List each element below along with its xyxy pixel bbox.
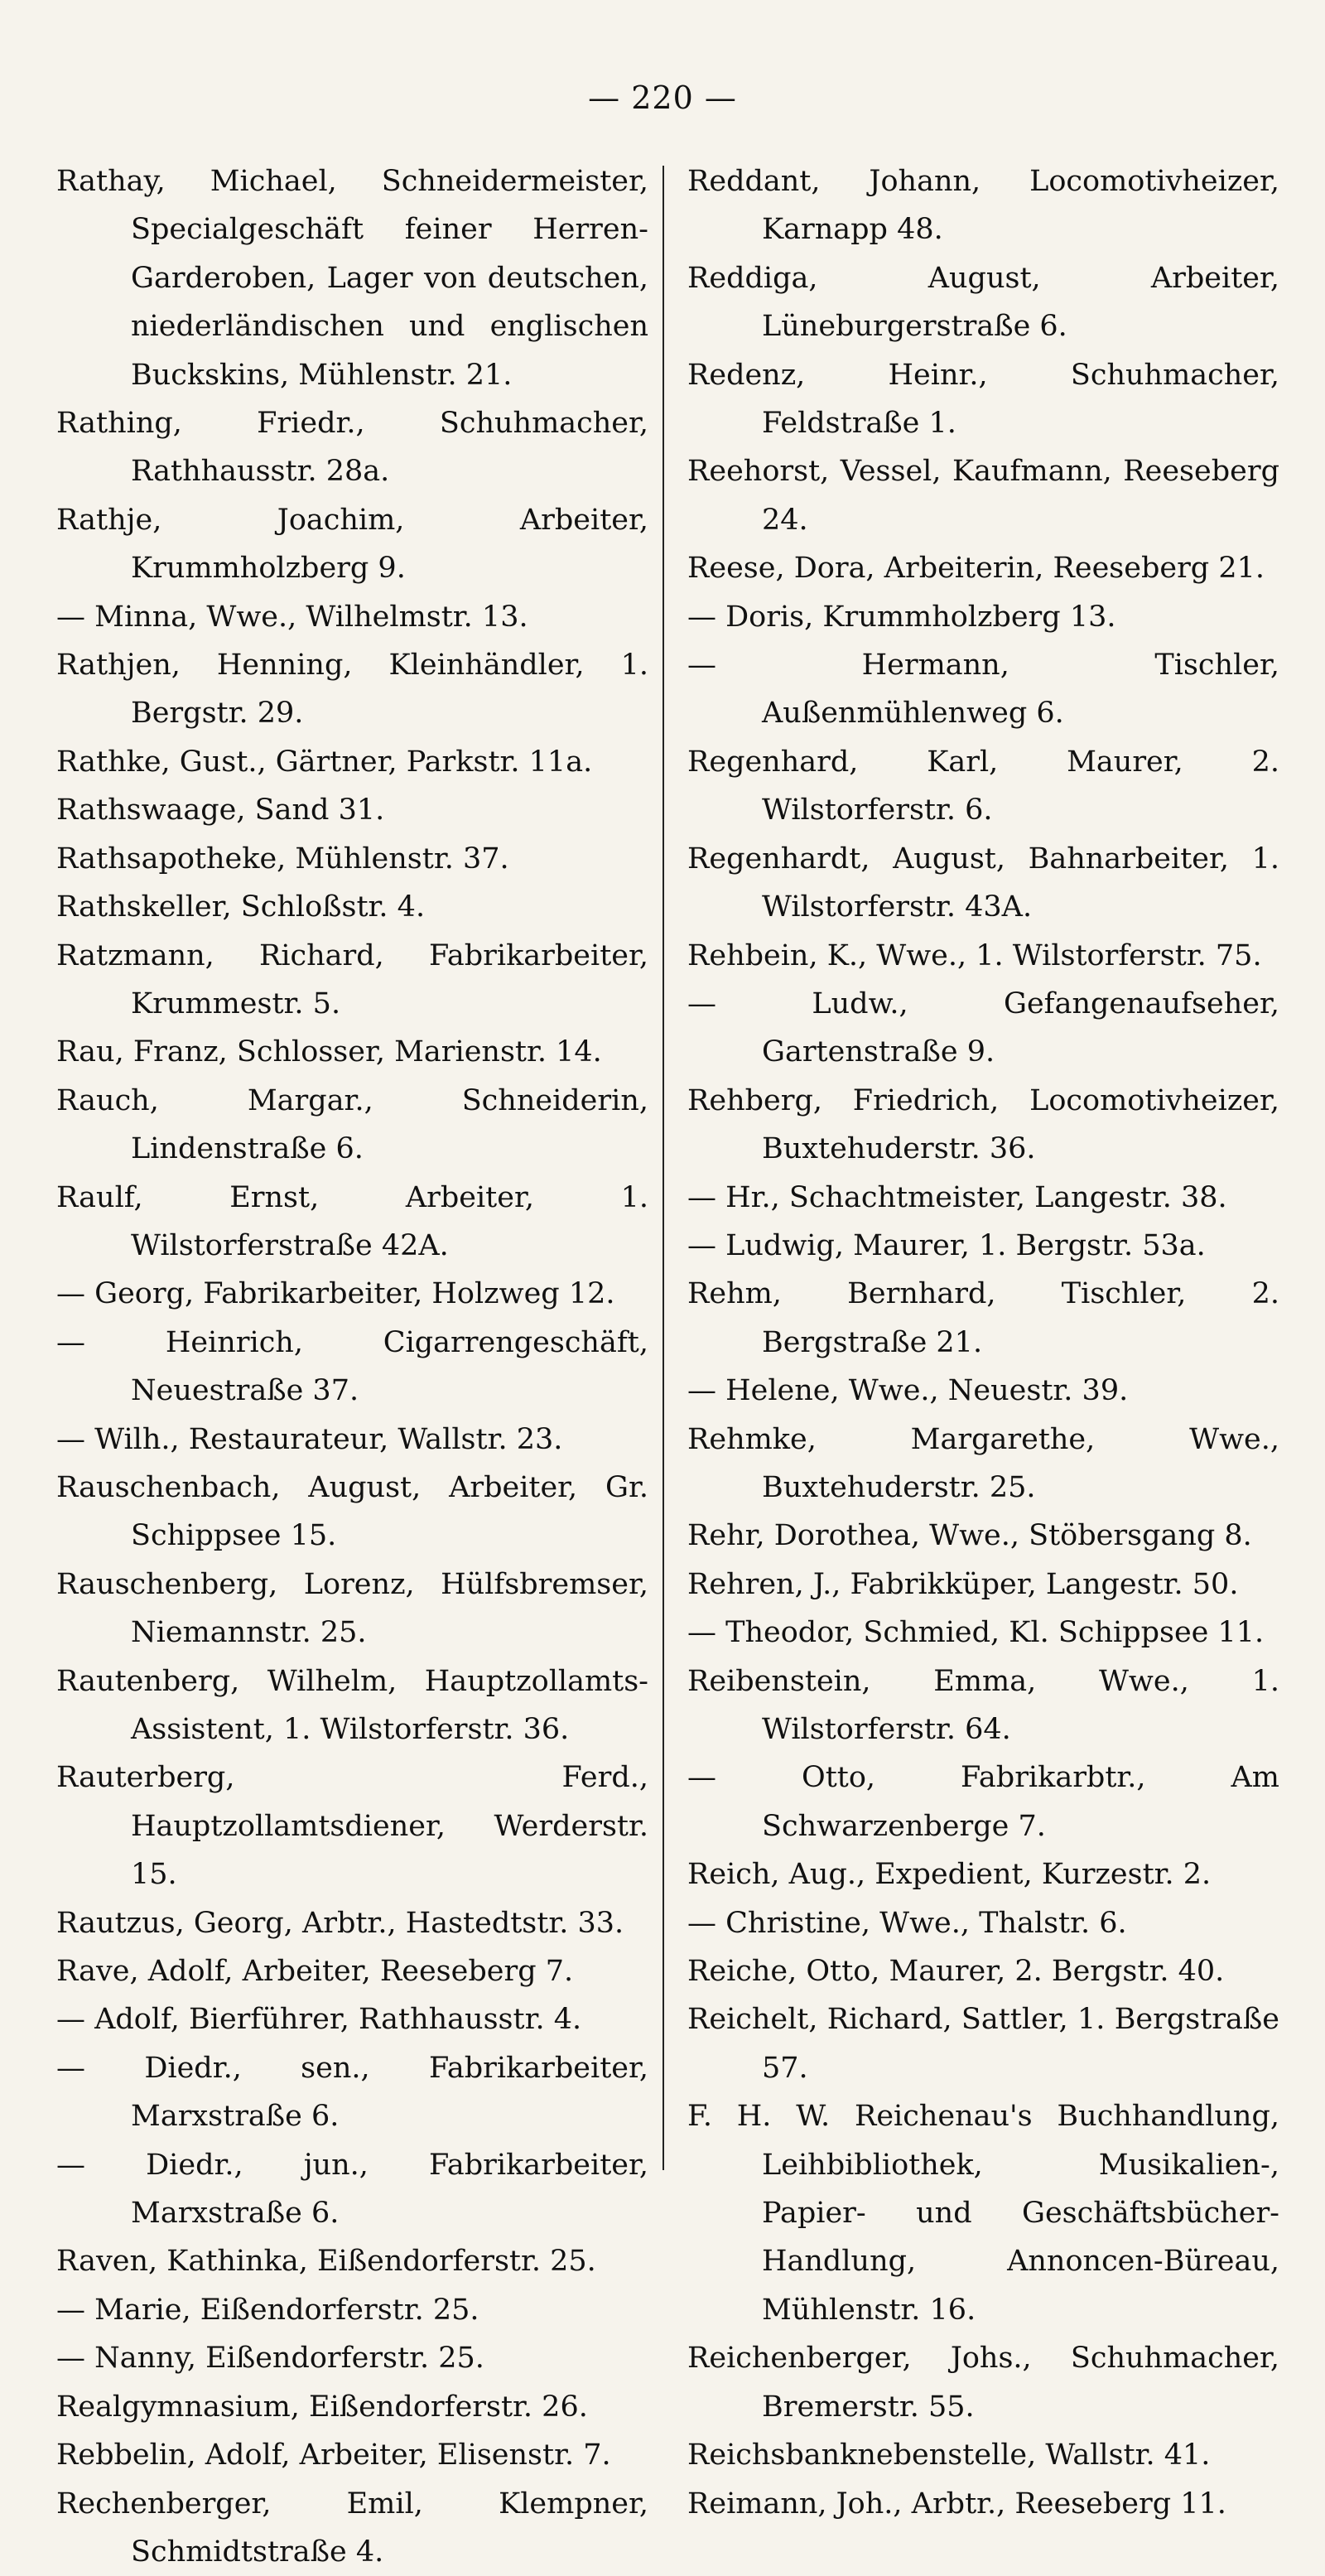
directory-entry: Rebbelin, Adolf, Arbeiter, Elisenstr. 7. bbox=[56, 2431, 648, 2479]
directory-entry: — Christine, Wwe., Thalstr. 6. bbox=[687, 1899, 1279, 1947]
directory-entry: Rave, Adolf, Arbeiter, Reeseberg 7. bbox=[56, 1947, 648, 1995]
directory-entry: Reiche, Otto, Maurer, 2. Bergstr. 40. bbox=[687, 1947, 1279, 1995]
directory-entry: Reibenstein, Emma, Wwe., 1. Wilstorferstr. 64. bbox=[687, 1657, 1279, 1754]
directory-entry: Rautzus, Georg, Arbtr., Hastedtstr. 33. bbox=[56, 1899, 648, 1947]
directory-entry: Rauschenberg, Lorenz, Hülfsbremser, Niemannstr. 25. bbox=[56, 1561, 648, 1657]
directory-entry: Redenz, Heinr., Schuhmacher, Feldstraße 1. bbox=[687, 351, 1279, 448]
directory-entry: Realgymnasium, Eißendorferstr. 26. bbox=[56, 2383, 648, 2431]
directory-entry: — Theodor, Schmied, Kl. Schippsee 11. bbox=[687, 1609, 1279, 1657]
directory-entry: — Heinrich, Cigarrengeschäft, Neuestraße 37. bbox=[56, 1319, 648, 1416]
directory-entry: Reichenberger, Johs., Schuhmacher, Bremerstr. 55. bbox=[687, 2334, 1279, 2431]
directory-entry: Raulf, Ernst, Arbeiter, 1. Wilstorferstraße 42A. bbox=[56, 1174, 648, 1271]
directory-entry: Rautenberg, Wilhelm, Hauptzollamts-Assistent, 1. Wilstorferstr. 36. bbox=[56, 1657, 648, 1754]
directory-entry: Reese, Dora, Arbeiterin, Reeseberg 21. bbox=[687, 544, 1279, 592]
column-divider bbox=[662, 166, 664, 2170]
directory-entry: — Minna, Wwe., Wilhelmstr. 13. bbox=[56, 593, 648, 641]
left-column bbox=[56, 157, 648, 2576]
directory-entry: Reddiga, August, Arbeiter, Lüneburgerstraße 6. bbox=[687, 254, 1279, 351]
directory-entry: — Ludw., Gefangenaufseher, Gartenstraße 9. bbox=[687, 980, 1279, 1077]
directory-entry: Regenhard, Karl, Maurer, 2. Wilstorferstr. 6. bbox=[687, 738, 1279, 835]
directory-entry: Rathay, Michael, Schneidermeister, Specialgeschäft feiner Herren-Garderoben, Lager von deutschen, niederländischen und englischen Buckskins, Mühlenstr. 21. bbox=[56, 157, 648, 399]
directory-entry: Rehr, Dorothea, Wwe., Stöbersgang 8. bbox=[687, 1512, 1279, 1560]
directory-entry: Rathjen, Henning, Kleinhändler, 1. Bergstr. 29. bbox=[56, 641, 648, 738]
directory-entry: Reimann, Joh., Arbtr., Reeseberg 11. bbox=[687, 2480, 1279, 2528]
directory-entry: Reddant, Johann, Locomotivheizer, Karnapp 48. bbox=[687, 157, 1279, 254]
directory-entry: Rehbein, K., Wwe., 1. Wilstorferstr. 75. bbox=[687, 932, 1279, 980]
directory-entry: Reichelt, Richard, Sattler, 1. Bergstraße 57. bbox=[687, 1995, 1279, 2092]
directory-entry: — Adolf, Bierführer, Rathhausstr. 4. bbox=[56, 1995, 648, 2043]
directory-entry: Reehorst, Vessel, Kaufmann, Reeseberg 24. bbox=[687, 447, 1279, 544]
directory-entry: Rehberg, Friedrich, Locomotivheizer, Buxtehuderstr. 36. bbox=[687, 1077, 1279, 1174]
directory-entry: Rauch, Margar., Schneiderin, Lindenstraße 6. bbox=[56, 1077, 648, 1174]
directory-entry: Raven, Kathinka, Eißendorferstr. 25. bbox=[56, 2237, 648, 2285]
directory-entry: Rechenberger, Emil, Klempner, Schmidtstraße 4. bbox=[56, 2480, 648, 2576]
directory-entry: Rathswaage, Sand 31. bbox=[56, 786, 648, 834]
directory-entry: — Ludwig, Maurer, 1. Bergstr. 53a. bbox=[687, 1222, 1279, 1270]
directory-entry: Regenhardt, August, Bahnarbeiter, 1. Wilstorferstr. 43A. bbox=[687, 835, 1279, 932]
directory-entry: F. H. W. Reichenau's Buchhandlung, Leihbibliothek, Musikalien-, Papier- und Geschäftsbücher-Handlung, Annoncen-Büreau, Mühlenstr. 16. bbox=[687, 2092, 1279, 2334]
directory-entry: — Helene, Wwe., Neuestr. 39. bbox=[687, 1367, 1279, 1415]
directory-entry: Rauterberg, Ferd., Hauptzollamtsdiener, Werderstr. 15. bbox=[56, 1754, 648, 1898]
directory-entry: Rehren, J., Fabrikküper, Langestr. 50. bbox=[687, 1561, 1279, 1609]
directory-entry: Rehmke, Margarethe, Wwe., Buxtehuderstr. 25. bbox=[687, 1416, 1279, 1512]
directory-entry: Rathje, Joachim, Arbeiter, Krummholzberg 9. bbox=[56, 496, 648, 593]
directory-entry: Rau, Franz, Schlosser, Marienstr. 14. bbox=[56, 1028, 648, 1076]
page-number: — 220 — bbox=[0, 80, 1325, 116]
directory-entry: — Marie, Eißendorferstr. 25. bbox=[56, 2286, 648, 2334]
directory-entry: — Hr., Schachtmeister, Langestr. 38. bbox=[687, 1174, 1279, 1222]
directory-entry: Rathke, Gust., Gärtner, Parkstr. 11a. bbox=[56, 738, 648, 786]
directory-entry: Ratzmann, Richard, Fabrikarbeiter, Krummestr. 5. bbox=[56, 932, 648, 1029]
directory-entry: Rathsapotheke, Mühlenstr. 37. bbox=[56, 835, 648, 883]
directory-entry: Reichsbanknebenstelle, Wallstr. 41. bbox=[687, 2431, 1279, 2479]
directory-entry: — Nanny, Eißendorferstr. 25. bbox=[56, 2334, 648, 2382]
directory-entry: — Doris, Krummholzberg 13. bbox=[687, 593, 1279, 641]
directory-entry: — Georg, Fabrikarbeiter, Holzweg 12. bbox=[56, 1270, 648, 1318]
directory-entry: Rathing, Friedr., Schuhmacher, Rathhausstr. 28a. bbox=[56, 399, 648, 496]
directory-entry: — Wilh., Restaurateur, Wallstr. 23. bbox=[56, 1416, 648, 1464]
directory-entry: Reich, Aug., Expedient, Kurzestr. 2. bbox=[687, 1850, 1279, 1898]
directory-entry: Rauschenbach, August, Arbeiter, Gr. Schippsee 15. bbox=[56, 1464, 648, 1561]
directory-entry: — Diedr., jun., Fabrikarbeiter, Marxstraße 6. bbox=[56, 2141, 648, 2238]
directory-entry: — Otto, Fabrikarbtr., Am Schwarzenberge 7. bbox=[687, 1754, 1279, 1850]
directory-entry: Rehm, Bernhard, Tischler, 2. Bergstraße 21. bbox=[687, 1270, 1279, 1367]
directory-entry: Rathskeller, Schloßstr. 4. bbox=[56, 883, 648, 931]
right-column bbox=[687, 157, 1279, 2528]
directory-entry: — Hermann, Tischler, Außenmühlenweg 6. bbox=[687, 641, 1279, 738]
directory-entry: — Diedr., sen., Fabrikarbeiter, Marxstraße 6. bbox=[56, 2044, 648, 2141]
